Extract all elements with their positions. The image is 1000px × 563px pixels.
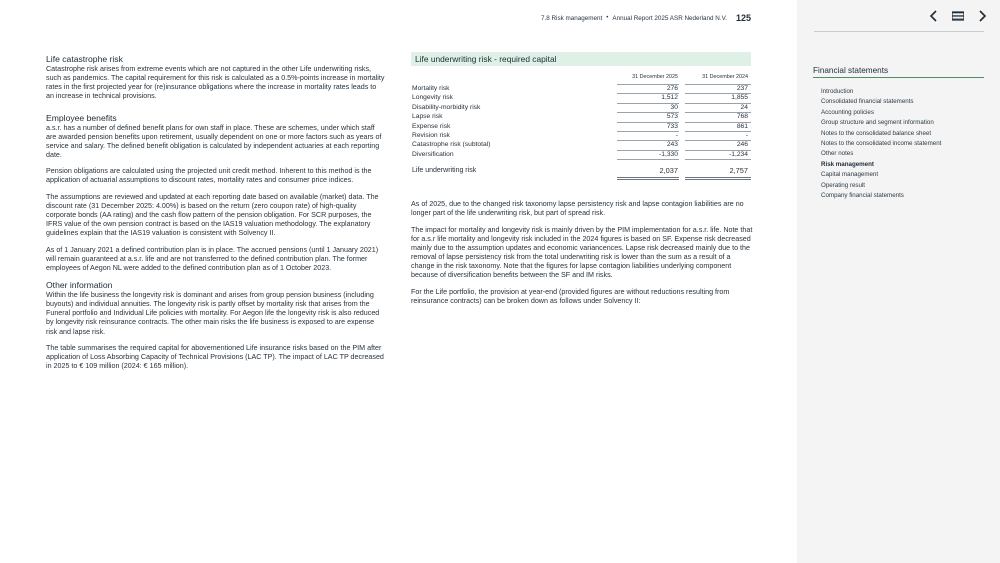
row-label: Longevity risk [412,94,453,102]
catastrophe-text: Catastrophe risk arises from extreme events which are not captured in the other Life underwriting risks, such as pandemics. The capital requirement for this risk is calculated as a 0.5%-points increase in mortality rates in the first projected year for (re)insurance obligations where the increase in mortality rates leads to an increase in technical provisions. [46,65,385,101]
other-info-heading: Other information [46,280,113,291]
header-report-title: Annual Report 2025 ASR Nederland N.V. [612,14,727,22]
table-row [411,103,751,112]
employee-paragraph-2: Pension obligations are calculated using the projected unit credit method. Inherent to this method is the application of actuarial assumptions to discount rates, mortality rates and consumer price indices. [46,167,372,185]
table-row [411,122,751,131]
header-section[interactable]: 7.8 Risk management [541,14,603,22]
chevron-left-icon[interactable] [929,10,939,22]
toc-item[interactable]: Notes to the consolidated income statement [821,140,942,148]
row-value-2024: 861 [736,122,748,130]
total-value-2025: 2,037 [659,166,678,176]
right-paragraph-1: As of 2025, due to the changed risk taxonomy lapse persistency risk and lapse contagion liabilities are no longer part of the life underwriting risk, but part of spread risk. [411,200,744,218]
row-label: Lapse risk [412,113,443,121]
table-total-row [411,165,751,177]
sidebar-divider [814,31,984,32]
catastrophe-heading: Life catastrophe risk [46,54,123,64]
right-paragraph-3: For the Life portfolio, the provision at year-end (provided figures are without reductions resulting from reinsurance contracts) can be broken down as follows under Solvency II: [411,288,730,306]
left-column [46,54,386,379]
toc-item[interactable]: Consolidated financial statements [821,98,914,106]
table-row [411,112,751,121]
row-value-2025: 243 [666,141,678,149]
right-paragraph-2: The impact for mortality and longevity risk is mainly driven by the PIM implementation for a.s.r. life. Note that for a.s.r life mortality and longevity risk included in the 2024 figures is based on SF. Expense risk decreased mainly due to the assumption updates and economic variancences. Lapse risk decreased mainly due to the removal of lapse persistency risk from the total underwriting risk is lower than the sum as a result of a change in the risk taxonomy. Note that the figures for lapse contagion liabilities underlying component because of diversification benefits between the SF and IM risks. [411,226,753,280]
row-value-2025: - [675,131,678,139]
row-value-2024: 1,855 [731,94,748,102]
table-body [411,84,751,159]
column-header-2025: 31 December 2025 [632,74,678,80]
table-row [411,150,751,159]
toc-item[interactable]: Risk management [821,160,874,168]
employee-paragraph-4: As of 1 January 2021 a defined contribution plan is in place. The accrued pensions (until 1 January 2021) will remain guaranteed at a.s.r. life and are not transferred to the defined contribution plan. The former employees of Aegon NL were added to the defined contribution plan as of 1 October 2023. [46,245,379,272]
sidebar-toc [821,87,984,201]
table-header [411,72,751,84]
row-label: Catastrophe risk (subtotal) [412,141,491,149]
employee-paragraph-1: a.s.r. has a number of defined benefit plans for own staff in place. These are schemes, under which staff are awarded pension benefits upon retirement, usually dependent on one or more factors such as years of service and salary. The defined benefit obligation is calculated by independent actuaries at each reporting date. [46,123,382,159]
row-value-2024: -1,234 [729,150,748,158]
row-value-2025: 276 [666,85,678,92]
total-value-2024: 2,757 [729,166,748,176]
row-value-2024: 246 [736,141,748,149]
toc-item[interactable]: Notes to the consolidated balance sheet [821,129,932,137]
row-value-2025: 733 [666,122,678,130]
row-value-2024: 237 [736,85,748,92]
row-label: Mortality risk [412,85,450,92]
table-title: Life underwriting risk - required capital [411,52,751,66]
row-label: Revision risk [412,131,450,139]
header-separator: • [606,15,609,21]
required-capital-table [411,52,751,177]
sidebar-title-underline [813,77,984,78]
row-value-2025: 573 [666,113,678,121]
right-column [411,200,753,314]
row-value-2024: 768 [736,113,748,121]
toc-item[interactable]: Operating result [821,181,866,189]
employee-heading: Employee benefits [46,112,117,123]
sidebar-title[interactable]: Financial statements [813,66,889,75]
toc-item[interactable]: Other notes [821,150,854,158]
running-header [541,13,751,23]
row-value-2025: 1,512 [661,94,678,102]
toc-item[interactable]: Capital management [821,171,879,179]
table-row [411,84,751,93]
row-value-2024: - [745,131,748,139]
toc-item[interactable]: Company financial statements [821,192,904,200]
table-row [411,93,751,102]
row-label: Expense risk [412,122,451,130]
row-value-2025: -1,330 [659,150,678,158]
other-info-paragraph-2: The table summarises the required capital for abovementioned Life insurance risks based on the PIM after application of Loss Absorbing Capacity of Technical Provisions (LAC TP). The impact of LAC TP decreased in 2025 to € 109 million (2024: € 165 million). [46,344,384,371]
row-label: Diversification [412,150,454,158]
toc-item[interactable]: Introduction [821,88,854,95]
employee-paragraph-3: The assumptions are reviewed and updated at each reporting date based on available (market) data. The discount rate (31 December 2025: 4.00%) is based on the return (zero coupon rate) of high-quality corporate bonds (AA rating) and the cash flow pattern of the pension obligation. For SCR purposes, the IFRS value of the own pension contract is based on the IAS19 valuation methodology. The explanatory guidelines explain that the IAS19 valuation is consistent with Solvency II. [46,192,379,238]
chevron-right-icon[interactable] [977,10,987,22]
page-number: 125 [735,13,751,23]
toc-item[interactable]: Accounting policies [821,108,874,116]
other-info-paragraph-1: Within the life business the longevity risk is dominant and arises from group pension business (including buyouts) and individual annuities. The longevity risk is partly offset by mortality risk that arises from the Funeral portfolio and Individual Life policies with mortality. For Aegon life the longevity risk is also reduced by longevity risk reinsurance contracts. The other main risks the life business is exposed to are expense risk and lapse risk. [46,291,380,336]
row-value-2025: 30 [670,103,678,111]
table-row [411,131,751,140]
sidebar-panel [797,0,1000,563]
total-label: Life underwriting risk [412,167,477,175]
row-value-2024: 24 [740,103,748,111]
table-row [411,140,751,149]
column-header-2024: 31 December 2024 [702,74,748,80]
sidebar-navigation [929,10,987,22]
menu-icon[interactable] [952,11,964,21]
row-label: Disability-morbidity risk [412,103,481,111]
toc-item[interactable]: Group structure and segment information [821,119,934,127]
